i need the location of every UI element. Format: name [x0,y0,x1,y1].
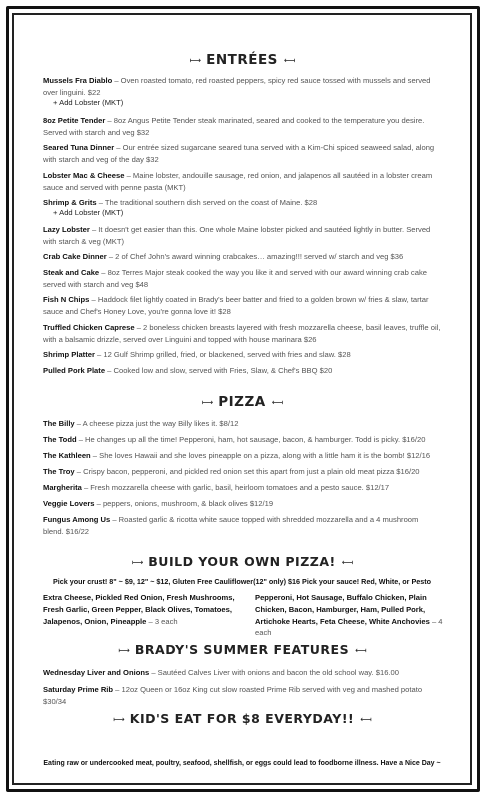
item-name: Crab Cake Dinner [43,252,107,261]
entrees-title: ENTRÉES [206,52,278,68]
menu-item [43,450,441,462]
item-desc: – Oven roasted tomato, red roasted peppers, spicy red sauce tossed with mussels and served over linguini. $22 [43,76,431,97]
item-desc: – The traditional southern dish served on the coast of Maine. $28 [96,198,318,207]
item-name: The Troy [43,467,75,476]
menu-item [43,115,441,138]
item-desc: – peppers, onions, mushroom, & black olives $12/19 [94,499,274,508]
item-desc: – 2 boneless chicken breasts layered with fresh mozzarella cheese, basil leaves, truffle oil, with a balsamic drizzle, served over Linguini and topped with house marinara $26 [43,323,441,344]
menu-item [43,418,441,430]
arrow-right-icon: ⟻ [271,397,283,407]
toppings-left [43,592,239,627]
item-name: Wednesday Liver and Onions [43,668,150,677]
arrow-right-icon: ⟻ [360,715,371,724]
item-desc: – 12 Gulf Shrimp grilled, fried, or blackened, served with fries and slaw. $28 [94,350,351,359]
item-name: Truffled Chicken Caprese [43,323,135,332]
item-desc: – She loves Hawaii and she loves pineapple on a pizza, along with a little ham it is the bomb! $12/16 [90,451,431,460]
item-name: Pulled Pork Plate [43,366,106,375]
toppings-right [255,592,445,639]
menu-item [43,667,441,679]
menu-item [43,197,441,209]
item-name: Lazy Lobster [43,225,90,234]
item-name: Mussels Fra Diablo [43,76,113,85]
item-name: Fish N Chips [43,295,90,304]
menu-item [43,365,441,377]
menu-item [43,267,441,290]
arrow-left-icon: ⟼ [189,55,201,65]
menu-item [43,75,441,98]
item-desc: – Roasted garlic & ricotta white sauce topped with shredded mozzarella and a 4 mushroom blend. $16/22 [43,515,419,536]
item-desc: – 2 of Chef John's award winning crabcakes… amazing!!! served w/ starch and veg $36 [106,252,404,261]
byo-title: BUILD YOUR OWN PIZZA! [148,554,336,569]
item-name: Saturday Prime Rib [43,685,114,694]
menu-item [43,322,441,345]
menu-item [43,294,441,317]
item-desc: – Fresh mozzarella cheese with garlic, basil, heirloom tomatoes and a pesto sauce. $12/17 [81,483,390,492]
item-name: Margherita [43,483,82,492]
toppings-right-price: – 4 each [255,616,443,638]
item-desc: – It doesn't get easier than this. One whole Maine lobster picked and sautéed lightly in butter. Served with starch & veg (MKT) [43,225,431,246]
arrow-right-icon: ⟻ [341,558,353,567]
item-desc: – Our entrée sized sugarcane seared tuna served with a Kim-Chi spiced seaweed salad, along with starch and veg of the day $32 [43,143,435,164]
item-desc: – Haddock filet lightly coated in Brady's beer batter and fried to a golden brown w/ fries & slaw, tartar sauce and Chef's Honey Love, you're gonna love it! $28 [43,295,429,316]
item-name: The Todd [43,435,77,444]
menu-item [43,514,441,537]
item-name: Lobster Mac & Cheese [43,171,125,180]
toppings-left-list: Extra Cheese, Pickled Red Onion, Fresh Mushrooms, Fresh Garlic, Green Pepper, Black Olives, Tomatoes, Jalapenos, Onion, Pineapple [43,593,235,626]
entrees-heading [43,52,441,68]
addon-line: + Add Lobster (MKT) [53,208,124,217]
arrow-right-icon: ⟻ [355,646,366,655]
item-name: Shrimp & Grits [43,198,97,207]
item-desc: – Maine lobster, andouille sausage, red onion, and jalapenos all sautéed in a lobster cream sauce and served with penne pasta (MKT) [43,171,433,192]
toppings-right-list: Pepperoni, Hot Sausage, Buffalo Chicken, Plain Chicken, Bacon, Hamburger, Ham, Pulled Pork, Artichoke Hearts, Feta Cheese, White Anchovies [255,593,430,626]
arrow-right-icon: ⟻ [283,55,295,65]
menu-item [43,224,441,247]
menu-item [43,349,441,361]
item-desc: – He changes up all the time! Pepperoni, ham, hot sausage, bacon, & hamburger. Todd is picky. $16/20 [76,435,426,444]
item-name: Fungus Among Us [43,515,111,524]
item-desc: – 12oz Queen or 16oz King cut slow roasted Prime Rib served with veg and mashed potato $30/34 [43,685,423,706]
menu-item [43,684,441,707]
item-name: The Kathleen [43,451,91,460]
pizza-heading [43,394,441,410]
kids-heading [43,711,441,726]
menu-item [43,434,441,446]
item-name: Seared Tuna Dinner [43,143,115,152]
item-name: Shrimp Platter [43,350,95,359]
menu-item [43,142,441,165]
arrow-left-icon: ⟼ [113,715,124,724]
item-name: The Billy [43,419,75,428]
summer-title: BRADY'S SUMMER FEATURES [134,642,350,657]
item-desc: – Crispy bacon, pepperoni, and pickled red onion set this apart from just a plain old meat pizza $16/20 [74,467,420,476]
kids-title: KID'S EAT FOR $8 EVERYDAY!! [129,711,355,726]
item-name: Veggie Lovers [43,499,95,508]
menu-item [43,482,441,494]
toppings-left-price: – 3 each [146,616,178,626]
byo-heading [43,554,441,569]
menu-item [43,251,441,263]
item-desc: – 8oz Terres Major steak cooked the way you like it and served with our award winning crab cake served with starch and veg $48 [43,268,427,289]
arrow-left-icon: ⟼ [201,397,213,407]
item-name: 8oz Petite Tender [43,116,106,125]
pizza-title: PIZZA [218,394,266,410]
addon-line: + Add Lobster (MKT) [53,98,124,107]
menu-item [43,498,441,510]
item-desc: – A cheese pizza just the way Billy likes it. $8/12 [74,419,239,428]
food-safety-warning: Eating raw or undercooked meat, poultry, seafood, shellfish, or eggs could lead to foodborne illness. Have a Nice Day ~ [43,760,441,767]
item-name: Steak and Cake [43,268,100,277]
arrow-left-icon: ⟼ [118,646,129,655]
summer-heading [43,642,441,657]
item-desc: – Sautéed Calves Liver with onions and bacon the old school way. $16.00 [149,668,399,677]
menu-item [43,170,441,193]
menu-item [43,466,441,478]
crust-sauce-line: Pick your crust! 8" ~ $9, 12" ~ $12, Gluten Free Cauliflower(12" only) $16 Pick your sauce! Red, White, or Pesto [52,577,432,586]
item-desc: – 8oz Angus Petite Tender steak marinated, seared and cooked to the temperature you desire. Served with starch and veg $32 [43,116,425,137]
arrow-left-icon: ⟼ [131,558,143,567]
item-desc: – Cooked low and slow, served with Fries, Slaw, & Chef's BBQ $20 [105,366,333,375]
